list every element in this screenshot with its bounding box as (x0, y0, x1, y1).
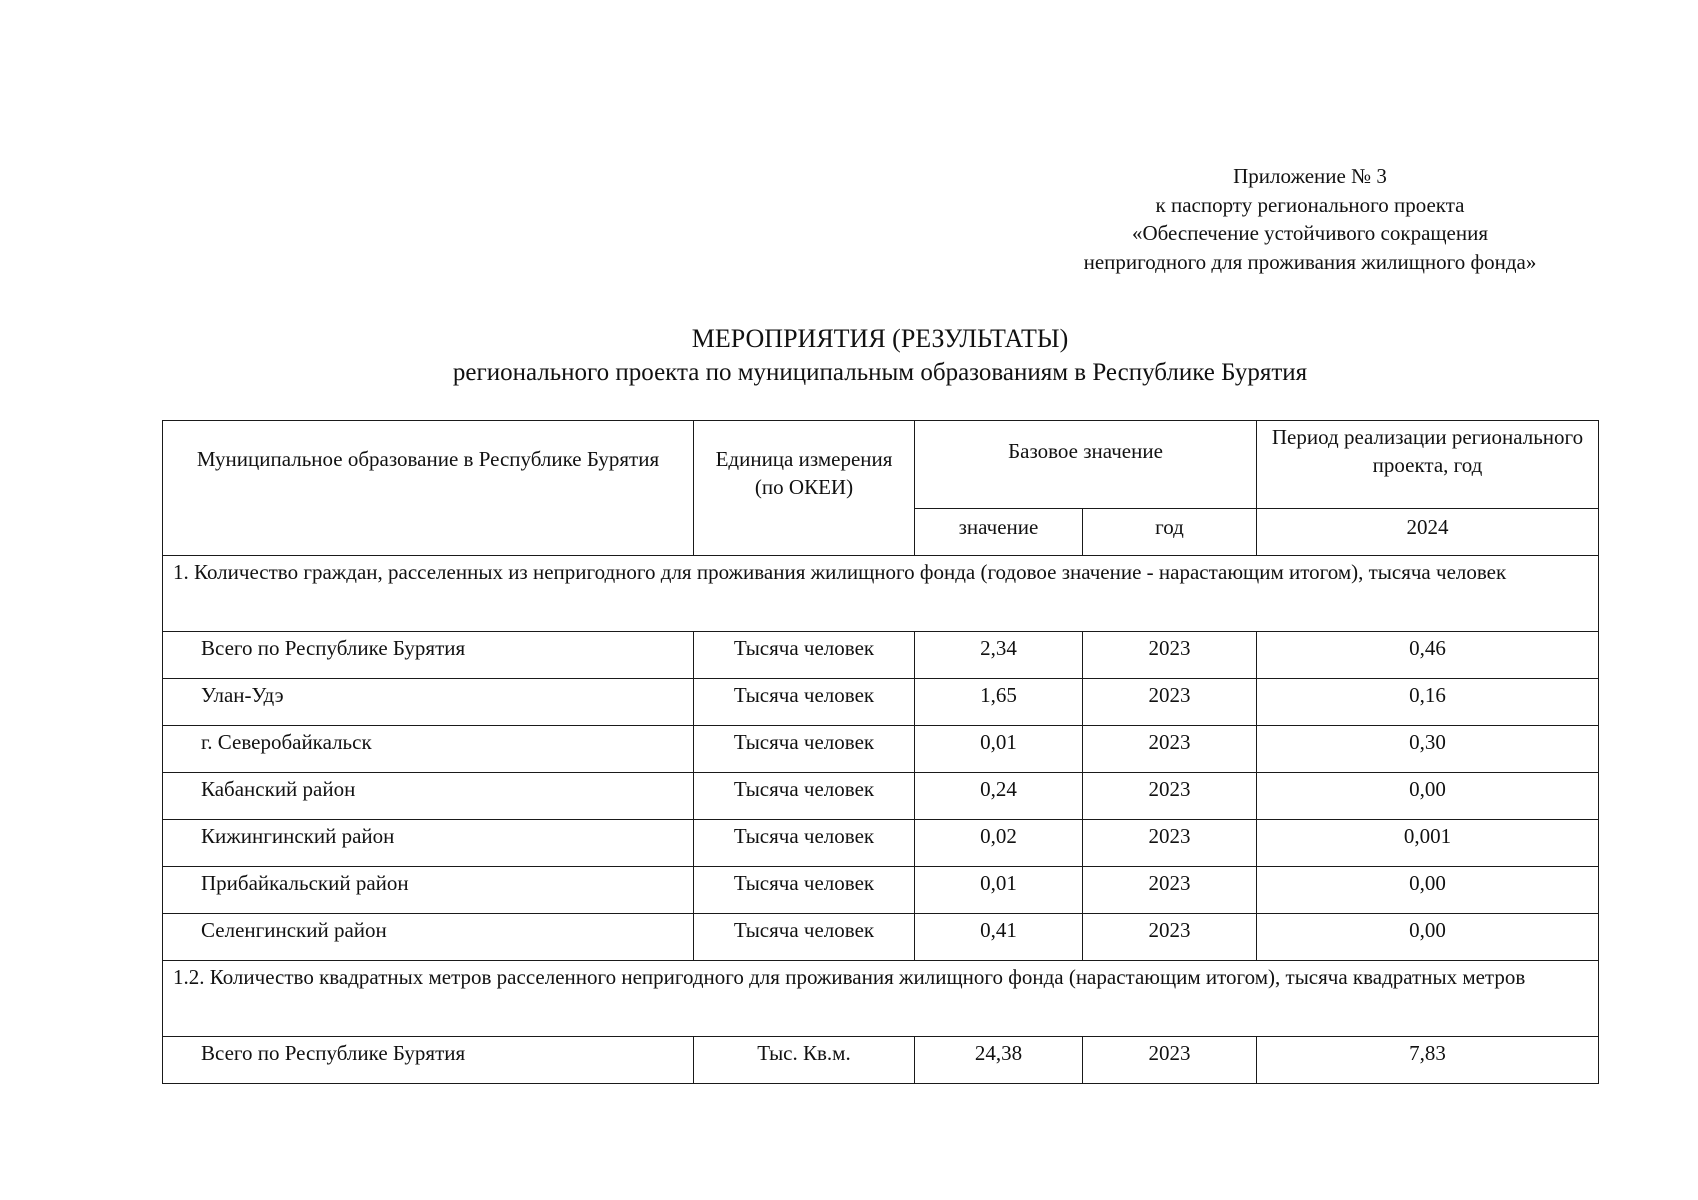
header-unit: Единица измерения (по ОКЕИ) (694, 421, 915, 556)
cell-unit: Тысяча человек (694, 679, 915, 726)
appendix-line: непригодного для проживания жилищного фонда» (1083, 249, 1537, 274)
cell-municipality: Улан-Удэ (163, 679, 694, 726)
cell-municipality: Кижингинский район (163, 820, 694, 867)
cell-base-value: 24,38 (915, 1037, 1083, 1084)
title-main: МЕРОПРИЯТИЯ (РЕЗУЛЬТАТЫ) (691, 324, 1069, 353)
cell-period-value: 0,30 (1257, 726, 1599, 773)
cell-period-value: 0,00 (1257, 867, 1599, 914)
cell-base-year: 2023 (1083, 632, 1257, 679)
cell-base-value: 0,01 (915, 867, 1083, 914)
table-row (163, 726, 1599, 773)
appendix-line: «Обеспечение устойчивого сокращения (1131, 221, 1489, 245)
cell-period-value: 0,001 (1257, 820, 1599, 867)
header-year: год (1083, 509, 1257, 556)
cell-unit: Тысяча человек (694, 914, 915, 961)
cell-unit: Тысяча человек (694, 726, 915, 773)
document-title (162, 322, 1598, 390)
cell-base-value: 0,02 (915, 820, 1083, 867)
cell-base-value: 1,65 (915, 679, 1083, 726)
table-row (163, 632, 1599, 679)
cell-period-value: 0,00 (1257, 773, 1599, 820)
table-row (163, 679, 1599, 726)
header-period-year: 2024 (1257, 509, 1599, 556)
section-title: 1.2. Количество квадратных метров расселенного непригодного для проживания жилищного фонда (нарастающим итогом), тысяча квадратных метров (163, 961, 1599, 1037)
cell-period-value: 0,00 (1257, 914, 1599, 961)
section-title: 1. Количество граждан, расселенных из непригодного для проживания жилищного фонда (годовое значение - нарастающим итогом), тысяча человек (163, 556, 1599, 632)
table-row (163, 820, 1599, 867)
cell-municipality: Кабанский район (163, 773, 694, 820)
cell-unit: Тыс. Кв.м. (694, 1037, 915, 1084)
title-subtitle: регионального проекта по муниципальным образованиям в Республике Бурятия (452, 359, 1308, 386)
appendix-note (1000, 162, 1620, 276)
cell-period-value: 7,83 (1257, 1037, 1599, 1084)
cell-unit: Тысяча человек (694, 820, 915, 867)
cell-base-year: 2023 (1083, 679, 1257, 726)
cell-base-value: 2,34 (915, 632, 1083, 679)
cell-municipality: Всего по Республике Бурятия (163, 632, 694, 679)
cell-unit: Тысяча человек (694, 867, 915, 914)
table-row (163, 773, 1599, 820)
cell-base-value: 0,01 (915, 726, 1083, 773)
table-row (163, 867, 1599, 914)
cell-base-value: 0,24 (915, 773, 1083, 820)
header-period: Период реализации регионального проекта, год (1257, 421, 1599, 509)
cell-municipality: г. Северобайкальск (163, 726, 694, 773)
cell-municipality: Прибайкальский район (163, 867, 694, 914)
section-row (163, 961, 1599, 1037)
table-row (163, 914, 1599, 961)
header-base-value: Базовое значение (915, 421, 1257, 509)
cell-municipality: Всего по Республике Бурятия (163, 1037, 694, 1084)
table-header-row (163, 421, 1599, 509)
cell-base-year: 2023 (1083, 914, 1257, 961)
cell-base-year: 2023 (1083, 726, 1257, 773)
cell-base-value: 0,41 (915, 914, 1083, 961)
header-municipality: Муниципальное образование в Республике Бурятия (163, 421, 694, 556)
cell-period-value: 0,46 (1257, 632, 1599, 679)
appendix-line: Приложение № 3 (1233, 164, 1387, 188)
header-value: значение (915, 509, 1083, 556)
cell-unit: Тысяча человек (694, 773, 915, 820)
section-row (163, 556, 1599, 632)
cell-unit: Тысяча человек (694, 632, 915, 679)
appendix-line: к паспорту регионального проекта (1155, 192, 1465, 217)
cell-municipality: Селенгинский район (163, 914, 694, 961)
cell-base-year: 2023 (1083, 773, 1257, 820)
table-row (163, 1037, 1599, 1084)
cell-base-year: 2023 (1083, 1037, 1257, 1084)
events-table (162, 420, 1599, 1084)
cell-period-value: 0,16 (1257, 679, 1599, 726)
cell-base-year: 2023 (1083, 820, 1257, 867)
cell-base-year: 2023 (1083, 867, 1257, 914)
